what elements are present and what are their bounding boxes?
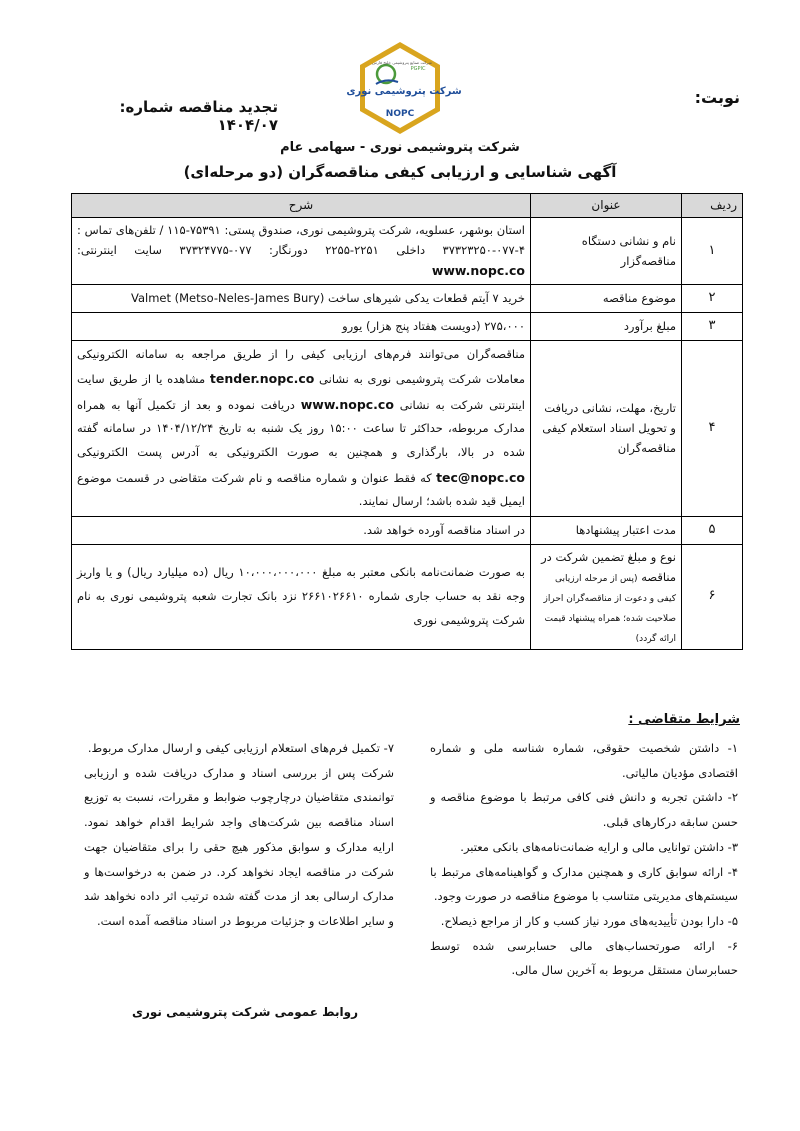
row-title: تاریخ، مهلت، نشانی دریافت و تحویل اسناد استعلام کیفی مناقصه‌گران — [531, 340, 682, 516]
svg-text:شرکت پتروشیمی نوری: شرکت پتروشیمی نوری — [346, 86, 462, 97]
condition-item: ۲- داشتن تجربه و دانش فنی کافی مرتبط با موضوع مناقصه و حسن سابقه درکارهای قبلی. — [430, 790, 738, 830]
condition-item: ۳- داشتن توانایی مالی و ارایه ضمانت‌نامه‌های بانکی معتبر. — [460, 839, 738, 854]
row-description — [72, 285, 531, 313]
conditions-list-left — [84, 736, 394, 934]
svg-text:شرکت صنایع پتروشیمی خلیج فارس: شرکت صنایع پتروشیمی خلیج فارس — [372, 60, 432, 65]
guarantee-note: (پس از مرحله ارزیابی کیفی و دعوت از مناقصه‌گران احراز صلاحیت شده؛ همراه پیشنهاد قیمت ارائه گردد) — [543, 573, 676, 644]
tender-portal-link[interactable]: tender.nopc.co — [209, 371, 315, 387]
nobat-label: نوبت: — [694, 88, 740, 107]
svg-text:NOPC: NOPC — [385, 109, 415, 119]
row-title: مبلغ برآورد — [531, 312, 682, 340]
instructions-part2: مشاهده یا از طریق سایت اینترنتی شرکت به نشانی — [77, 372, 526, 412]
row-description: ۲۷۵،۰۰۰ (دویست هفتاد پنج هزار) یورو — [72, 312, 531, 340]
tender-table — [71, 193, 743, 650]
svg-text:PGPIC: PGPIC — [410, 66, 426, 72]
table-header-row — [72, 194, 743, 218]
conditions-paragraph: شرکت پس از بررسی اسناد و مدارک دریافت شده و ارزیابی توانمندی متقاضیان درچارچوب ضوابط و مقررات، نسبت به توزیع اسناد مناقصه بین شرکت‌های واجد شرایط اقدام خواهد نمود. ارایه مدارک و سوابق مذکور هیچ حقی را برای متقاضیان جهت شرکت در مناقصه ایجاد نخواهد کرد. در ضمن به درخواست‌ها و مدارک ارسالی بعد از مدت گفته شده ترتیب اثر داده نخواهد شد و سایر اطلاعات و جزئیات مربوط در اسناد مناقصه آمده است. — [84, 765, 394, 929]
row-title: نام و نشانی دستگاه مناقصه‌گزار — [531, 218, 682, 285]
table-row — [72, 285, 743, 313]
ad-title: آگهی شناسایی و ارزیابی کیفی مناقصه‌گران (دو مرحله‌ای) — [183, 163, 617, 181]
row-number: ۵ — [682, 516, 743, 544]
row-title: موضوع مناقصه — [531, 285, 682, 313]
company-logo — [346, 40, 462, 136]
row-description: در اسناد مناقصه آورده خواهد شد. — [72, 516, 531, 544]
header-title: عنوان — [531, 194, 682, 218]
company-name: شرکت پتروشیمی نوری - سهامی عام — [280, 140, 520, 155]
conditions-heading: شرایط متقاضی : — [628, 712, 740, 727]
logo-hexagon-icon — [346, 40, 462, 136]
header-description: شرح — [72, 194, 531, 218]
email-link[interactable]: tec@nopc.co — [436, 469, 526, 485]
subject-manufacturer: Valmet (Metso-Neles-James Bury) — [130, 291, 325, 306]
table-row — [72, 218, 743, 285]
condition-item: ۱- داشتن شخصیت حقوقی، شماره شناسه ملی و شماره اقتصادی مؤدیان مالیاتی. — [430, 741, 738, 780]
instructions-part1: مناقصه‌گران می‌توانند فرم‌های ارزیابی کیفی را از طریق مراجعه به سامانه الکترونیکی معاملات شرکت پتروشیمی نوری به نشانی — [77, 346, 526, 387]
row-number: ۶ — [682, 544, 743, 650]
row-description — [72, 218, 531, 285]
address-text: استان بوشهر، عسلویه، شرکت پتروشیمی نوری، صندوق پستی: ۷۵۳۹۱-۱۱۵ / تلفن‌های تماس : ۴-۰۷۷-۳۷۳۲۳۲۵۰ داخلی ۲۲۵۱-۲۲۵۵ دورنگار: ۰۷۷-۳۷۳۲۴۷۷۵ سایت اینترنتی: — [77, 223, 525, 258]
row-description: به صورت ضمانت‌نامه بانکی معتبر به مبلغ ۱۰،۰۰۰،۰۰۰،۰۰۰ ریال (ده میلیارد ریال) و یا واریز وجه نقد به حساب جاری شماره ۲۶۶۱۰۲۶۶۱۰ نزد بانک تجارت شعبه پتروشیمی نوری به نام شرکت پتروشیمی نوری — [72, 544, 531, 650]
row-number: ۴ — [682, 340, 743, 516]
table-row — [72, 544, 743, 650]
condition-item: ۷- تکمیل فرم‌های استعلام ارزیابی کیفی و ارسال مدارک مربوط. — [87, 741, 394, 755]
header-row-no: ردیف — [682, 194, 743, 218]
table-row — [72, 312, 743, 340]
website-link[interactable]: www.nopc.co — [431, 263, 525, 279]
condition-item: ۵- دارا بودن تأییدیه‌های مورد نیاز کسب و کار از مراجع ذیصلاح. — [440, 914, 738, 929]
tender-number: تجدید مناقصه شماره: ۱۴۰۴/۰۷ — [119, 98, 278, 134]
instructions-part3: دریافت نموده و بعد از تکمیل آنها به همراه مدارک مربوطه، حداکثر تا ساعت ۱۵:۰۰ روز یک شنبه به تاریخ ۱۴۰۴/۱۲/۲۴ در سامانه گفته شده در بالا، بارگذاری و همچنین به صورت الکترونیکی به آدرس پست الکترونیکی — [77, 397, 525, 459]
table-row — [72, 516, 743, 544]
row-number: ۱ — [682, 218, 743, 285]
website-link[interactable]: www.nopc.co — [300, 396, 394, 412]
instructions-part4: که فقط عنوان و شماره مناقصه و نام شرکت متقاضی در قسمت موضوع ایمیل قید شده باشد؛ ارسال نمایند. — [77, 470, 525, 509]
row-title — [531, 544, 682, 650]
condition-item: ۶- ارائه صورتحساب‌های مالی حسابرسی شده توسط حسابرسان مستقل مربوط به آخرین سال مالی. — [430, 938, 738, 978]
public-relations-signature: روابط عمومی شرکت پتروشیمی نوری — [132, 1005, 358, 1019]
row-title: مدت اعتبار پیشنهادها — [531, 516, 682, 544]
row-number: ۲ — [682, 285, 743, 313]
row-description — [72, 340, 531, 516]
condition-item: ۴- ارائه سوابق کاری و همچنین مدارک و گواهینامه‌های مرتبط با سیستم‌های مدیریتی متناسب با موضوع مناقصه در صورت وجود. — [430, 864, 738, 904]
guarantee-title: نوع و مبلغ تضمین شرکت در مناقصه — [541, 549, 676, 584]
subject-text: خرید ۷ آیتم قطعات یدکی شیرهای ساخت — [327, 291, 525, 306]
conditions-list-right — [430, 736, 738, 983]
table-row — [72, 340, 743, 516]
row-number: ۳ — [682, 312, 743, 340]
